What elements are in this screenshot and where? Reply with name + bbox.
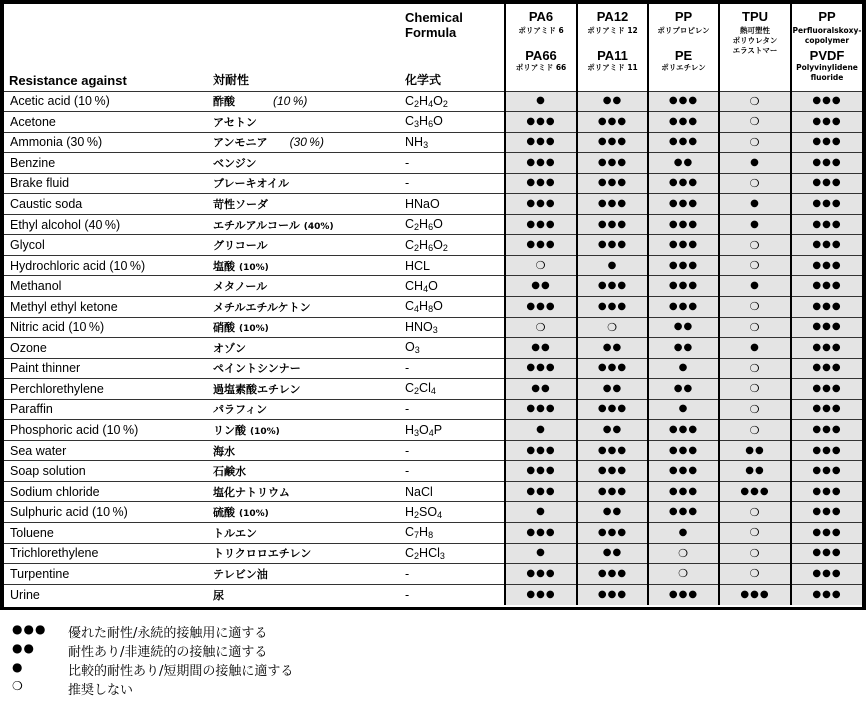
table-row xyxy=(4,584,862,605)
chemical-formula: - xyxy=(401,399,505,420)
jp-label: 酢酸 xyxy=(213,95,235,109)
chemical-resistance-table xyxy=(4,4,862,605)
substance-name: Sodium chloride xyxy=(4,481,209,502)
substance-name-jp xyxy=(209,153,401,174)
resistance-rating: ●● xyxy=(577,502,648,523)
resistance-rating: ●● xyxy=(648,338,719,359)
substance-name-jp xyxy=(209,194,401,215)
header-row xyxy=(4,4,862,91)
resistance-rating: ❍ xyxy=(719,235,791,256)
resistance-rating: ●●● xyxy=(505,296,577,317)
substance-name: Trichlorethylene xyxy=(4,543,209,564)
resistance-rating: ●●● xyxy=(648,255,719,276)
resistance-rating: ❍ xyxy=(719,564,791,585)
resistance-rating: ●●● xyxy=(648,235,719,256)
resistance-rating: ●●● xyxy=(648,194,719,215)
resistance-against-header: Resistance against xyxy=(9,72,127,88)
substance-name: Glycol xyxy=(4,235,209,256)
substance-name: Turpentine xyxy=(4,564,209,585)
legend-symbol: ●●● xyxy=(12,622,47,636)
substance-name: Brake fluid xyxy=(4,173,209,194)
table-row xyxy=(4,235,862,256)
resistance-rating: ●●● xyxy=(505,584,577,605)
resistance-rating: ●●● xyxy=(791,276,862,297)
substance-name-jp xyxy=(209,564,401,585)
resistance-rating: ❍ xyxy=(719,112,791,133)
table-row xyxy=(4,379,862,400)
resistance-rating: ●●● xyxy=(791,564,862,585)
substance-name: Toluene xyxy=(4,522,209,543)
table-row xyxy=(4,112,862,133)
resistance-rating: ● xyxy=(648,399,719,420)
resistance-rating: ●●● xyxy=(791,338,862,359)
substance-name-jp xyxy=(209,399,401,420)
substance-name: Caustic soda xyxy=(4,194,209,215)
resistance-rating: ●● xyxy=(577,420,648,441)
material-subtitle: 熱可塑性 ポリウレタン エラストマー xyxy=(732,26,778,55)
resistance-rating: ●●● xyxy=(505,522,577,543)
material-title-2: PA66 xyxy=(525,48,557,63)
resistance-rating: ● xyxy=(505,420,577,441)
resistance-rating: ●●● xyxy=(577,461,648,482)
legend-text: 推奨しない xyxy=(68,683,134,698)
material-header-pa6-pa66 xyxy=(505,4,577,91)
material-subtitle-2: ポリアミド 11 xyxy=(587,63,638,72)
resistance-rating: ❍ xyxy=(719,296,791,317)
resistance-rating: ●● xyxy=(648,153,719,174)
substance-name-jp xyxy=(209,461,401,482)
resistance-rating: ●●● xyxy=(577,112,648,133)
resistance-rating: ●●● xyxy=(648,112,719,133)
chem-label-line2: Formula xyxy=(405,25,457,40)
chemical-formula: - xyxy=(401,564,505,585)
substance-name: Sea water xyxy=(4,440,209,461)
resistance-rating: ●●● xyxy=(791,379,862,400)
resistance-rating: ❍ xyxy=(648,543,719,564)
resistance-rating: ●●● xyxy=(648,420,719,441)
jp-label: エチルアルコール xyxy=(213,218,300,232)
material-subtitle: ポリプロピレン xyxy=(657,26,710,35)
resistance-rating: ●●● xyxy=(505,440,577,461)
resistance-rating: ●●● xyxy=(791,399,862,420)
resistance-rating: ❍ xyxy=(719,543,791,564)
chemical-formula: $H_3O_4P$ xyxy=(401,420,505,441)
table-row xyxy=(4,502,862,523)
resistance-rating: ●●● xyxy=(577,194,648,215)
resistance-rating: ●●● xyxy=(577,358,648,379)
resistance-rating: ●●● xyxy=(648,440,719,461)
resistance-rating: ●●● xyxy=(577,584,648,605)
chemical-formula: - xyxy=(401,461,505,482)
jp-label: 海水 xyxy=(213,444,235,458)
resistance-rating: ❍ xyxy=(719,173,791,194)
resistance-rating: ● xyxy=(719,338,791,359)
chemical-formula: - xyxy=(401,440,505,461)
resistance-rating: ● xyxy=(648,358,719,379)
jp-concentration-note: (30 %) xyxy=(289,135,324,150)
resistance-rating: ●●● xyxy=(791,584,862,605)
resistance-rating: ●●● xyxy=(719,481,791,502)
chemical-formula: HNaO xyxy=(401,194,505,215)
jp-label: 塩化ナトリウム xyxy=(213,485,290,499)
resistance-rating: ● xyxy=(648,522,719,543)
resistance-rating: ●● xyxy=(577,379,648,400)
resistance-rating: ●●● xyxy=(648,91,719,112)
jp-label: リン酸 xyxy=(213,424,246,438)
substance-name: Benzine xyxy=(4,153,209,174)
resistance-rating: ● xyxy=(577,255,648,276)
resistance-rating: ●●● xyxy=(648,461,719,482)
substance-name-jp xyxy=(209,112,401,133)
substance-name: Paint thinner xyxy=(4,358,209,379)
resistance-rating: ❍ xyxy=(719,399,791,420)
table-row xyxy=(4,214,862,235)
table-row xyxy=(4,481,862,502)
resistance-rating: ●● xyxy=(505,276,577,297)
jp-label: トルエン xyxy=(213,526,257,540)
jp-label: ブレーキオイル xyxy=(213,177,290,191)
substance-name-jp xyxy=(209,255,401,276)
resistance-rating: ● xyxy=(505,543,577,564)
resistance-rating: ●●● xyxy=(577,153,648,174)
substance-name: Hydrochloric acid (10 %) xyxy=(4,255,209,276)
resistance-rating: ❍ xyxy=(505,317,577,338)
substance-name: Paraffin xyxy=(4,399,209,420)
resistance-rating: ●●● xyxy=(791,461,862,482)
resistance-rating: ●●● xyxy=(791,481,862,502)
resistance-rating: ●●● xyxy=(577,173,648,194)
material-subtitle-2: ポリアミド 66 xyxy=(515,63,567,72)
resistance-rating: ❍ xyxy=(719,317,791,338)
resistance-rating: ●● xyxy=(577,543,648,564)
substance-name-jp xyxy=(209,132,401,153)
jp-concentration: (10%) xyxy=(239,509,269,520)
resistance-rating: ●●● xyxy=(791,522,862,543)
material-subtitle: ポリアミド 12 xyxy=(587,26,638,35)
substance-name-jp xyxy=(209,522,401,543)
jp-resistance-header: 対耐性 xyxy=(213,72,250,87)
resistance-rating: ●●● xyxy=(505,235,577,256)
jp-label: メチルエチルケトン xyxy=(213,300,311,314)
resistance-rating: ●●● xyxy=(791,317,862,338)
substance-name-jp xyxy=(209,235,401,256)
resistance-rating: ●●● xyxy=(791,214,862,235)
resistance-rating: ❍ xyxy=(505,255,577,276)
resistance-rating: ❍ xyxy=(719,379,791,400)
substance-name-jp xyxy=(209,379,401,400)
material-title-2: PA11 xyxy=(597,48,628,63)
resistance-rating: ●●● xyxy=(791,91,862,112)
table-row xyxy=(4,255,862,276)
resistance-rating: ●●● xyxy=(791,173,862,194)
resistance-rating: ●●● xyxy=(577,481,648,502)
chemical-formula: $C_2H_6O_2$ xyxy=(401,235,505,256)
resistance-rating: ●● xyxy=(577,338,648,359)
resistance-rating: ●● xyxy=(577,91,648,112)
resistance-rating: ● xyxy=(505,502,577,523)
table-row xyxy=(4,132,862,153)
substance-name: Nitric acid (10 %) xyxy=(4,317,209,338)
legend-symbol: ●● xyxy=(12,641,35,655)
resistance-rating: ●●● xyxy=(505,461,577,482)
chemical-formula: - xyxy=(401,173,505,194)
resistance-rating: ●●● xyxy=(648,132,719,153)
chemical-formula: $C_2Cl_4$ xyxy=(401,379,505,400)
material-subtitle-2: Polyvinylidene fluoride xyxy=(796,63,858,82)
substance-name: Sulphuric acid (10 %) xyxy=(4,502,209,523)
resistance-rating: ●●● xyxy=(719,584,791,605)
substance-name-jp xyxy=(209,358,401,379)
substance-name-jp xyxy=(209,584,401,605)
resistance-rating: ❍ xyxy=(719,522,791,543)
resistance-rating: ●● xyxy=(648,379,719,400)
material-title: PP xyxy=(674,9,693,24)
jp-label: 硝酸 xyxy=(213,321,235,335)
legend xyxy=(0,610,866,710)
substance-name: Perchlorethylene xyxy=(4,379,209,400)
substance-name: Methyl ethyl ketone xyxy=(4,296,209,317)
substance-name-jp xyxy=(209,317,401,338)
substance-name-jp xyxy=(209,173,401,194)
material-subtitle: ポリアミド 6 xyxy=(518,26,564,35)
chemical-formula: HCL xyxy=(401,255,505,276)
resistance-rating: ❍ xyxy=(719,420,791,441)
resistance-rating: ●●● xyxy=(505,153,577,174)
jp-label: 苛性ソーダ xyxy=(213,198,268,211)
chemical-formula: - xyxy=(401,584,505,605)
resistance-rating: ●●● xyxy=(505,564,577,585)
resistance-rating: ●●● xyxy=(577,132,648,153)
resistance-rating: ●●● xyxy=(577,235,648,256)
resistance-rating: ●●● xyxy=(505,194,577,215)
table-row xyxy=(4,564,862,585)
resistance-rating: ●●● xyxy=(791,194,862,215)
jp-label: アンモニア xyxy=(213,136,268,150)
resistance-rating: ●●● xyxy=(791,132,862,153)
resistance-rating: ●●● xyxy=(648,276,719,297)
legend-symbol: ● xyxy=(12,660,24,674)
resistance-rating: ●●● xyxy=(505,399,577,420)
material-header-tpu xyxy=(719,4,791,91)
table-body xyxy=(4,91,862,605)
substance-name: Ammonia (30 %) xyxy=(4,132,209,153)
table-row xyxy=(4,194,862,215)
substance-name-jp xyxy=(209,214,401,235)
chemical-formula: $C_4H_8O$ xyxy=(401,296,505,317)
chemical-formula: $C_7H_8$ xyxy=(401,522,505,543)
legend-text: 比較的耐性あり/短期間の接触に適する xyxy=(68,664,294,679)
jp-concentration: (10%) xyxy=(250,427,280,438)
chemical-formula: $C_2H_4O_2$ xyxy=(401,91,505,112)
substance-name-jp xyxy=(209,276,401,297)
resistance-rating: ●●● xyxy=(577,296,648,317)
table-row xyxy=(4,440,862,461)
resistance-rating: ❍ xyxy=(577,317,648,338)
resistance-rating: ●●● xyxy=(791,255,862,276)
jp-label: 尿 xyxy=(213,588,224,602)
chemical-formula: $C_3H_6O$ xyxy=(401,112,505,133)
resistance-rating: ❍ xyxy=(719,358,791,379)
material-title-2: PVDF xyxy=(809,48,845,63)
jp-label: パラフィン xyxy=(213,403,268,417)
resistance-rating: ●●● xyxy=(791,420,862,441)
jp-label: 過塩素酸エチレン xyxy=(213,382,301,396)
resistance-rating: ❍ xyxy=(719,91,791,112)
resistance-rating: ●●● xyxy=(648,296,719,317)
resistance-rating: ● xyxy=(719,214,791,235)
substance-name-jp xyxy=(209,481,401,502)
chemical-formula: $CH_4O$ xyxy=(401,276,505,297)
resistance-rating: ●● xyxy=(719,461,791,482)
table-row xyxy=(4,338,862,359)
resistance-rating: ● xyxy=(719,276,791,297)
chemical-formula: $O_3$ xyxy=(401,338,505,359)
jp-label: テレビン油 xyxy=(213,567,268,581)
resistance-rating: ●●● xyxy=(505,214,577,235)
resistance-rating: ● xyxy=(505,91,577,112)
jp-concentration: (10%) xyxy=(239,262,269,273)
substance-name-jp xyxy=(209,440,401,461)
table-row xyxy=(4,399,862,420)
substance-name: Ozone xyxy=(4,338,209,359)
resistance-rating: ❍ xyxy=(719,255,791,276)
table-row xyxy=(4,317,862,338)
chemical-formula-header xyxy=(401,4,505,91)
substance-name-jp xyxy=(209,420,401,441)
material-title: TPU xyxy=(742,9,768,24)
table-row xyxy=(4,91,862,112)
jp-label: トリクロロエチレン xyxy=(213,547,312,561)
resistance-rating: ●●● xyxy=(505,481,577,502)
resistance-table-area xyxy=(4,4,862,607)
legend-text: 優れた耐性/永続的接触用に適する xyxy=(68,626,268,641)
resistance-rating: ●●● xyxy=(791,112,862,133)
substance-name: Acetic acid (10 %) xyxy=(4,91,209,112)
chem-label-line1: Chemical xyxy=(405,10,463,25)
resistance-rating: ● xyxy=(719,194,791,215)
jp-label: グリコール xyxy=(213,239,268,253)
resistance-rating: ❍ xyxy=(719,502,791,523)
resistance-rating: ●● xyxy=(505,338,577,359)
resistance-rating: ❍ xyxy=(719,132,791,153)
resistance-rating: ●●● xyxy=(791,502,862,523)
resistance-rating: ●●● xyxy=(648,173,719,194)
material-title: PP xyxy=(818,9,836,24)
resistance-rating: ●●● xyxy=(648,481,719,502)
material-header-pp-pvdf xyxy=(791,4,862,91)
table-row xyxy=(4,276,862,297)
jp-label: ペイントシンナー xyxy=(213,362,301,376)
chemical-formula: $H_2SO_4$ xyxy=(401,502,505,523)
chemical-formula: $HNO_3$ xyxy=(401,317,505,338)
material-header-pa12-pa11 xyxy=(577,4,648,91)
resistance-rating: ●●● xyxy=(577,522,648,543)
resistance-rating: ● xyxy=(719,153,791,174)
substance-name: Phosphoric acid (10 %) xyxy=(4,420,209,441)
jp-label: 塩酸 xyxy=(213,259,235,273)
material-subtitle: Perfluoralskoxy- copolymer xyxy=(792,26,862,45)
material-title: PA12 xyxy=(596,9,629,24)
substance-name-jp xyxy=(209,91,401,112)
resistance-rating: ●●● xyxy=(577,214,648,235)
resistance-rating: ●● xyxy=(648,317,719,338)
legend-text: 耐性あり/非連続的の接触に適する xyxy=(68,645,268,660)
resistance-rating: ●●● xyxy=(577,399,648,420)
table-row xyxy=(4,173,862,194)
material-subtitle-2: ポリエチレン xyxy=(661,63,706,72)
resistance-rating: ●●● xyxy=(791,235,862,256)
resistance-rating: ●●● xyxy=(791,440,862,461)
chemical-formula: - xyxy=(401,358,505,379)
jp-label: オゾン xyxy=(213,341,246,355)
substance-name: Acetone xyxy=(4,112,209,133)
jp-concentration: (10%) xyxy=(239,324,269,335)
material-header-pp-pe xyxy=(648,4,719,91)
resistance-rating: ●●● xyxy=(791,543,862,564)
chemical-formula: $C_2HCl_3$ xyxy=(401,543,505,564)
chem-label-jp: 化学式 xyxy=(405,72,442,87)
resistance-rating: ●●● xyxy=(648,584,719,605)
substance-name: Soap solution xyxy=(4,461,209,482)
resistance-rating: ●●● xyxy=(577,564,648,585)
resistance-rating: ●●● xyxy=(791,358,862,379)
table-row xyxy=(4,543,862,564)
table-row xyxy=(4,420,862,441)
chemical-formula: $C_2H_6O$ xyxy=(401,214,505,235)
chemical-formula: - xyxy=(401,153,505,174)
table-row xyxy=(4,461,862,482)
substance-name-jp xyxy=(209,502,401,523)
table-row xyxy=(4,153,862,174)
material-title-2: PE xyxy=(674,48,693,63)
jp-label: アセトン xyxy=(213,115,257,129)
table-row xyxy=(4,296,862,317)
jp-label: 硫酸 xyxy=(213,506,235,520)
jp-label: メタノール xyxy=(213,280,268,294)
jp-label: ベンジン xyxy=(213,156,257,170)
jp-concentration: (40%) xyxy=(303,221,334,232)
resistance-rating: ●●● xyxy=(505,358,577,379)
material-title: PA6 xyxy=(528,9,554,24)
jp-label: 石鹸水 xyxy=(213,465,246,479)
chemical-formula: NaCl xyxy=(401,481,505,502)
legend-symbol: ❍ xyxy=(12,679,24,693)
resistance-rating: ●●● xyxy=(505,132,577,153)
substance-name: Urine xyxy=(4,584,209,605)
resistance-rating: ●●● xyxy=(577,440,648,461)
substance-name-jp xyxy=(209,296,401,317)
resistance-rating: ●●● xyxy=(791,296,862,317)
resistance-rating: ●● xyxy=(719,440,791,461)
resistance-rating: ●●● xyxy=(648,214,719,235)
jp-concentration-note: (10 %) xyxy=(273,94,308,109)
table-row xyxy=(4,522,862,543)
resistance-rating: ●●● xyxy=(791,153,862,174)
substance-name: Methanol xyxy=(4,276,209,297)
resistance-rating: ●●● xyxy=(577,276,648,297)
substance-name: Ethyl alcohol (40 %) xyxy=(4,214,209,235)
resistance-rating: ●●● xyxy=(648,502,719,523)
substance-name-jp xyxy=(209,338,401,359)
resistance-rating: ●●● xyxy=(505,112,577,133)
table-row xyxy=(4,358,862,379)
resistance-rating: ❍ xyxy=(648,564,719,585)
resistance-rating: ●● xyxy=(505,379,577,400)
chemical-formula: $NH_3$ xyxy=(401,132,505,153)
substance-name-jp xyxy=(209,543,401,564)
resistance-rating: ●●● xyxy=(505,173,577,194)
